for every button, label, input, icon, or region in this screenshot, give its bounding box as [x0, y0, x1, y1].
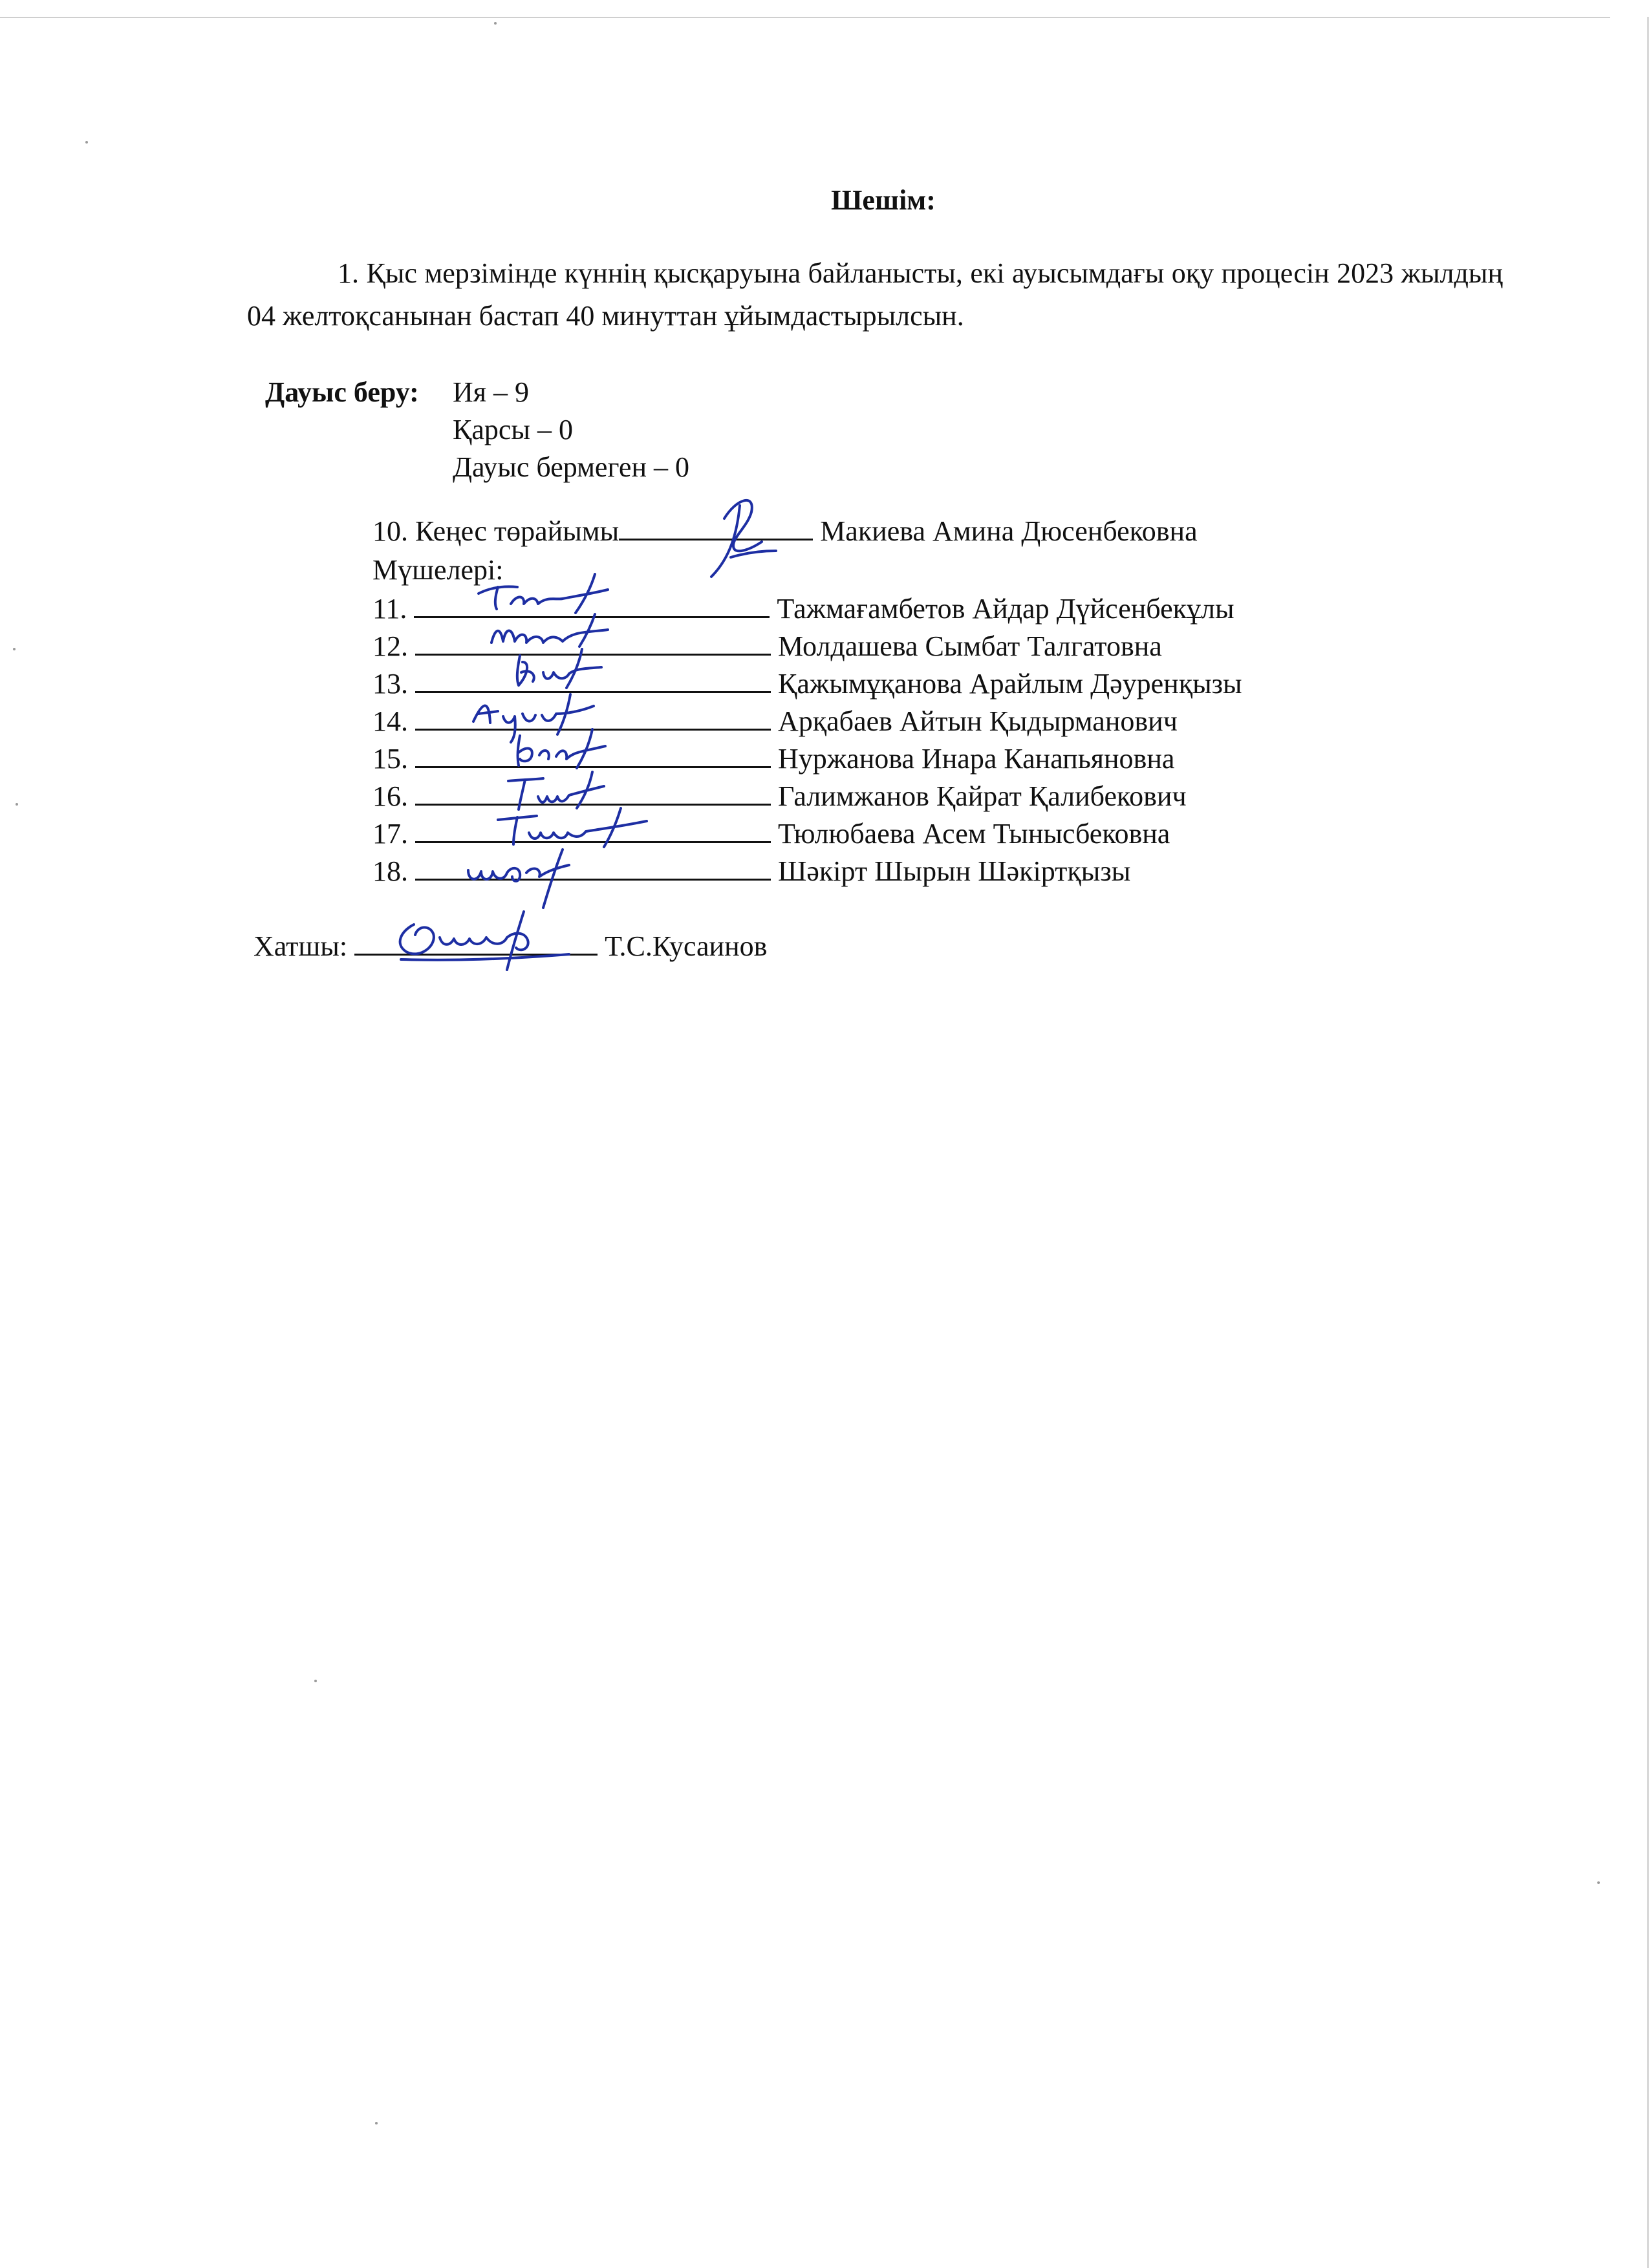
document-title: Шешім: — [831, 184, 936, 216]
secretary-name: Т.С.Кусаинов — [605, 930, 768, 962]
members-label: Мүшелері: — [372, 554, 504, 586]
member-name: Тюлюбаева Асем Тынысбековна — [778, 818, 1170, 850]
chair-number: 10. Кеңес төрайымы — [372, 515, 620, 547]
scan-speck — [16, 803, 18, 806]
member-name: Галимжанов Қайрат Қалибекович — [778, 780, 1187, 812]
member-number: 14. — [372, 705, 408, 737]
member-row — [372, 745, 1174, 773]
scan-speck — [85, 141, 88, 144]
scan-top-edge — [0, 17, 1610, 18]
member-name: Шәкірт Шырын Шәкіртқызы — [778, 855, 1131, 887]
member-number: 16. — [372, 780, 408, 812]
chair-name: Макиева Амина Дюсенбековна — [820, 515, 1198, 547]
secretary-label: Хатшы: — [253, 930, 348, 962]
decision-paragraph: 1. Қыс мерзімінде күннің қысқаруына байланысты, екі ауысымдағы оқу процесін 2023 жылдың 04 желтоқсанынан бастап 40 минуттан ұйымдастырылсын. — [247, 257, 1503, 332]
vote-yes: Ия – 9 — [453, 376, 530, 408]
vote-abstained: Дауыс бермеген – 0 — [453, 451, 689, 483]
voting-label: Дауыс беру: — [265, 376, 419, 408]
vote-against: Қарсы – 0 — [453, 414, 573, 445]
member-number: 18. — [372, 855, 408, 887]
member-name: Арқабаев Айтын Қыдырманович — [778, 705, 1178, 737]
secretary-signature — [375, 892, 582, 976]
member-name: Нуржанова Инара Канапьяновна — [778, 743, 1175, 775]
member-name: Қажымұқанова Арайлым Дәуренқызы — [778, 668, 1242, 700]
member-number: 11. — [372, 593, 407, 625]
member-number: 15. — [372, 743, 408, 775]
member-name: Тажмағамбетов Айдар Дүйсенбекұлы — [777, 593, 1234, 625]
member-number: 13. — [372, 668, 408, 700]
member-number: 17. — [372, 818, 408, 850]
scan-speck — [375, 2122, 378, 2124]
chair-signature — [685, 486, 789, 596]
scan-speck — [1597, 1881, 1600, 1884]
scan-speck — [13, 648, 16, 650]
scan-speck — [314, 1680, 317, 1682]
scan-speck — [494, 22, 497, 25]
member-name: Молдашева Сымбат Талгатовна — [778, 630, 1162, 662]
member-number: 12. — [372, 630, 408, 662]
